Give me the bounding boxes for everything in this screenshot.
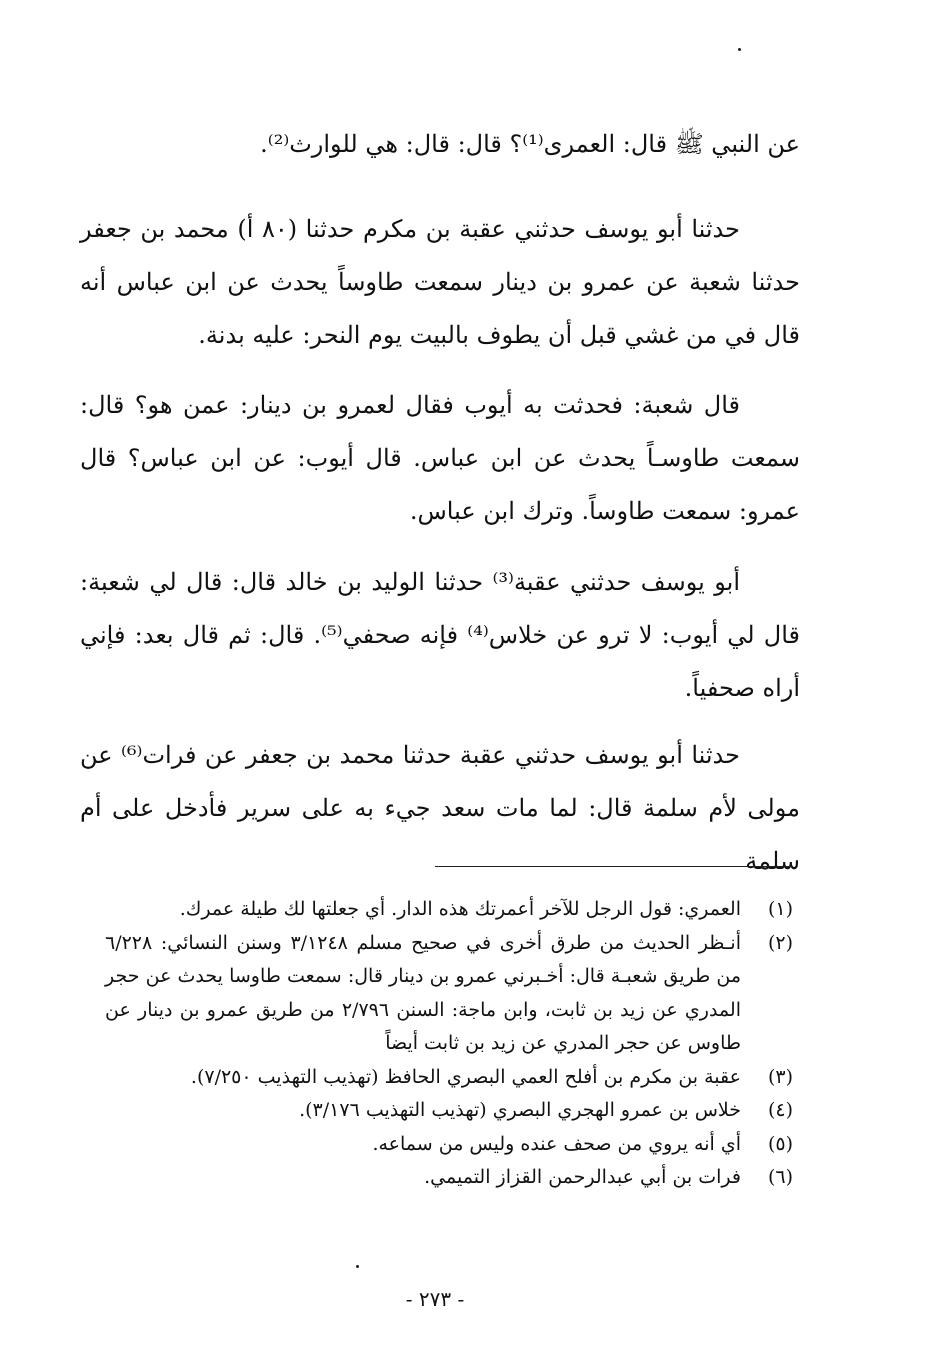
footnote-number: (٤) <box>767 1099 793 1121</box>
footnote <box>105 1128 793 1162</box>
footnote-text: أي أنه يروي من صحف عنده وليس من سماعه. <box>372 1132 741 1155</box>
ink-speck <box>738 48 741 51</box>
footnote-text: العمري: قول الرجل للآخر أعمرتك هذه الدار. أي جعلتها لك طيلة عمرك. <box>179 898 741 920</box>
footnote-text: خلاس بن عمرو الهجري البصري (تهذيب التهذيب ٣/١٧٦). <box>299 1099 741 1121</box>
page-number: - ٢٧٣ - <box>405 1287 465 1311</box>
footnote-text: فرات بن أبي عبدالرحمن القزاز التميمي. <box>424 1166 741 1188</box>
paragraph-2: حدثنا أبو يوسف حدثني عقبة بن مكرم حدثنا (٨٠ أ) محمد بن جعفر حدثنا شعبة عن عمرو بن دينار سمعت طاوساً يحدث عن ابن عباس أنه قال في من غشي قبل أن يطوف بالبيت يوم النحر: عليه بدنة. <box>80 215 800 349</box>
footnote <box>105 893 793 927</box>
footnote-number: (٥) <box>767 1132 793 1155</box>
footnote <box>105 1094 793 1128</box>
footnote-number: (٢) <box>767 931 793 954</box>
footnote-text: عقبة بن مكرم بن أفلح العمي البصري الحافظ (تهذيب التهذيب ٧/٢٥٠). <box>190 1065 741 1088</box>
footnote-number: (٦) <box>767 1166 793 1188</box>
footnotes <box>105 893 793 1195</box>
paragraph-4: أبو يوسف حدثني عقبة⁽³⁾ حدثنا الوليد بن خالد قال: قال لي شعبة: قال لي أيوب: لا ترو عن خلاس⁽⁴⁾ فإنه صحفي⁽⁵⁾. قال: ثم قال بعد: فإني أراه صحفياً. <box>80 568 801 702</box>
footnote <box>105 1161 793 1195</box>
footnote-number: (٣) <box>767 1065 793 1088</box>
footnote <box>105 927 793 1061</box>
paragraph-3: قال شعبة: فحدثت به أيوب فقال لعمرو بن دينار: عمن هو؟ قال: سمعت طاوسـاً يحدث عن ابن عباس. قال أيوب: عن ابن عباس؟ قال عمرو: سمعت طاوساً. وترك ابن عباس. <box>80 391 800 525</box>
footnote-separator <box>435 866 793 867</box>
footnote-text: أنـظر الحديث من طرق أخرى في صحيح مسلم ٣/١٢٤٨ وسنن النسائي: ٦/٢٢٨ من طريق شعبـة قال: أخـبرني عمرو بن دينار قال: سمعت طاوسا يحدث عن حجر المدري عن زيد بن ثابت، وابن ماجة: السنن ٢/٧٩٦ من طريق عمرو بن دينار عن طاوس عن حجر المدري عن زيد بن ثابت أيضاً <box>105 931 741 1054</box>
paragraph-5: حدثنا أبو يوسف حدثني عقبة حدثنا محمد بن جعفر عن فرات⁽⁶⁾ عن مولى لأم سلمة قال: لما مات سعد جيء به على سرير فأدخل على أم سلمة <box>80 741 800 875</box>
ink-speck <box>356 1265 359 1268</box>
paragraph-1: عن النبي ﷺ قال: العمرى⁽¹⁾؟ قال: قال: هي للوارث⁽²⁾. <box>260 130 800 158</box>
footnote-number: (١) <box>767 898 793 920</box>
footnote <box>105 1061 793 1095</box>
